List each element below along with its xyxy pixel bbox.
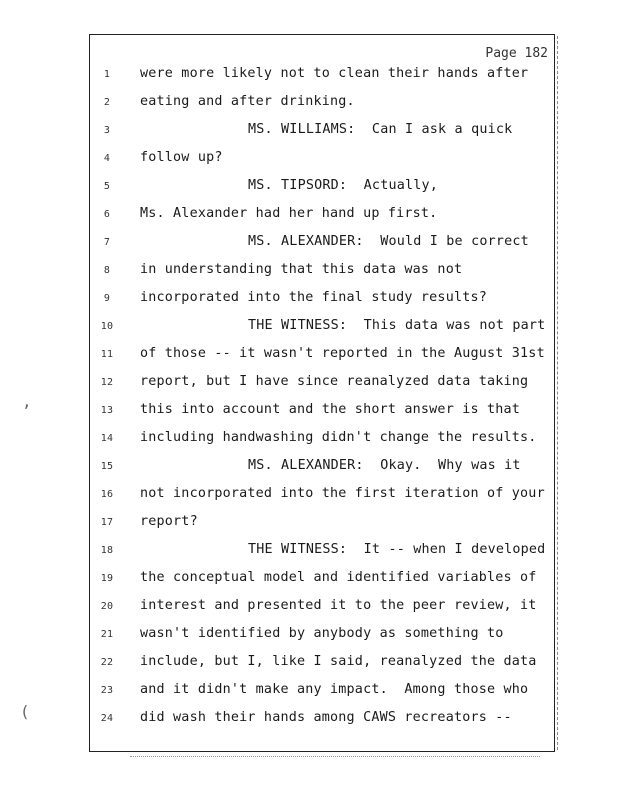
transcript-line bbox=[96, 514, 552, 534]
line-text: in understanding that this data was not bbox=[140, 262, 463, 277]
transcript-line bbox=[96, 682, 552, 702]
transcript-line bbox=[96, 178, 552, 198]
line-number: 17 bbox=[100, 517, 114, 528]
line-number: 20 bbox=[100, 601, 114, 612]
transcript-line bbox=[96, 458, 552, 478]
line-number: 12 bbox=[100, 377, 114, 388]
transcript-line bbox=[96, 486, 552, 506]
line-text: THE WITNESS: It -- when I developed bbox=[248, 542, 546, 557]
line-text: MS. ALEXANDER: Would I be correct bbox=[248, 234, 529, 249]
line-number: 21 bbox=[100, 629, 114, 640]
transcript-line bbox=[96, 570, 552, 590]
line-text: report? bbox=[140, 514, 198, 529]
transcript-line bbox=[96, 346, 552, 366]
line-number: 13 bbox=[100, 405, 114, 416]
transcript-line bbox=[96, 206, 552, 226]
line-number: 24 bbox=[100, 713, 114, 724]
line-text: THE WITNESS: This data was not part bbox=[248, 318, 546, 333]
transcript-line bbox=[96, 262, 552, 282]
line-text: not incorporated into the first iteration of your bbox=[140, 486, 545, 501]
line-number: 16 bbox=[100, 489, 114, 500]
transcript-line bbox=[96, 598, 552, 618]
line-text: Ms. Alexander had her hand up first. bbox=[140, 206, 438, 221]
line-text: including handwashing didn't change the results. bbox=[140, 430, 537, 445]
line-number: 1 bbox=[103, 69, 111, 80]
line-number: 18 bbox=[100, 545, 114, 556]
line-text: wasn't identified by anybody as something to bbox=[140, 626, 504, 641]
line-text: and it didn't make any impact. Among those who bbox=[140, 682, 529, 697]
transcript-line bbox=[96, 94, 552, 114]
line-text: were more likely not to clean their hands after bbox=[140, 66, 529, 81]
line-number: 22 bbox=[100, 657, 114, 668]
line-number: 9 bbox=[103, 293, 111, 304]
line-number: 19 bbox=[100, 573, 114, 584]
transcript-line bbox=[96, 626, 552, 646]
line-text: include, but I, like I said, reanalyzed the data bbox=[140, 654, 537, 669]
transcript-line bbox=[96, 654, 552, 674]
line-number: 5 bbox=[103, 181, 111, 192]
margin-mark: ‚ bbox=[22, 392, 32, 411]
line-number: 11 bbox=[100, 349, 114, 360]
line-text: eating and after drinking. bbox=[140, 94, 355, 109]
line-number: 23 bbox=[100, 685, 114, 696]
transcript-line bbox=[96, 430, 552, 450]
transcript-line bbox=[96, 290, 552, 310]
line-text: incorporated into the final study results? bbox=[140, 290, 487, 305]
transcript-line bbox=[96, 66, 552, 86]
line-text: did wash their hands among CAWS recreators -- bbox=[140, 710, 512, 725]
transcript-line bbox=[96, 318, 552, 338]
line-text: of those -- it wasn't reported in the August 31st bbox=[140, 346, 545, 361]
line-number: 7 bbox=[103, 237, 111, 248]
line-text: the conceptual model and identified variables of bbox=[140, 570, 537, 585]
margin-mark: ( bbox=[20, 702, 30, 721]
transcript-line bbox=[96, 150, 552, 170]
line-number: 2 bbox=[103, 97, 111, 108]
line-number: 15 bbox=[100, 461, 114, 472]
transcript-line bbox=[96, 710, 552, 730]
transcript-line bbox=[96, 402, 552, 422]
line-text: MS. WILLIAMS: Can I ask a quick bbox=[248, 122, 513, 137]
line-text: report, but I have since reanalyzed data taking bbox=[140, 374, 529, 389]
line-number: 3 bbox=[103, 125, 111, 136]
line-number: 4 bbox=[103, 153, 111, 164]
page-number: Page 182 bbox=[485, 46, 548, 61]
line-text: MS. ALEXANDER: Okay. Why was it bbox=[248, 458, 521, 473]
transcript-line bbox=[96, 374, 552, 394]
transcript-line bbox=[96, 542, 552, 562]
line-text: interest and presented it to the peer review, it bbox=[140, 598, 537, 613]
line-text: this into account and the short answer is that bbox=[140, 402, 521, 417]
transcript-line bbox=[96, 234, 552, 254]
right-margin-line bbox=[557, 36, 558, 750]
line-number: 6 bbox=[103, 209, 111, 220]
transcript-line bbox=[96, 122, 552, 142]
line-number: 14 bbox=[100, 433, 114, 444]
line-text: follow up? bbox=[140, 150, 223, 165]
bottom-rule bbox=[130, 756, 540, 757]
line-number: 10 bbox=[100, 321, 114, 332]
line-text: MS. TIPSORD: Actually, bbox=[248, 178, 439, 193]
line-number: 8 bbox=[103, 265, 111, 276]
